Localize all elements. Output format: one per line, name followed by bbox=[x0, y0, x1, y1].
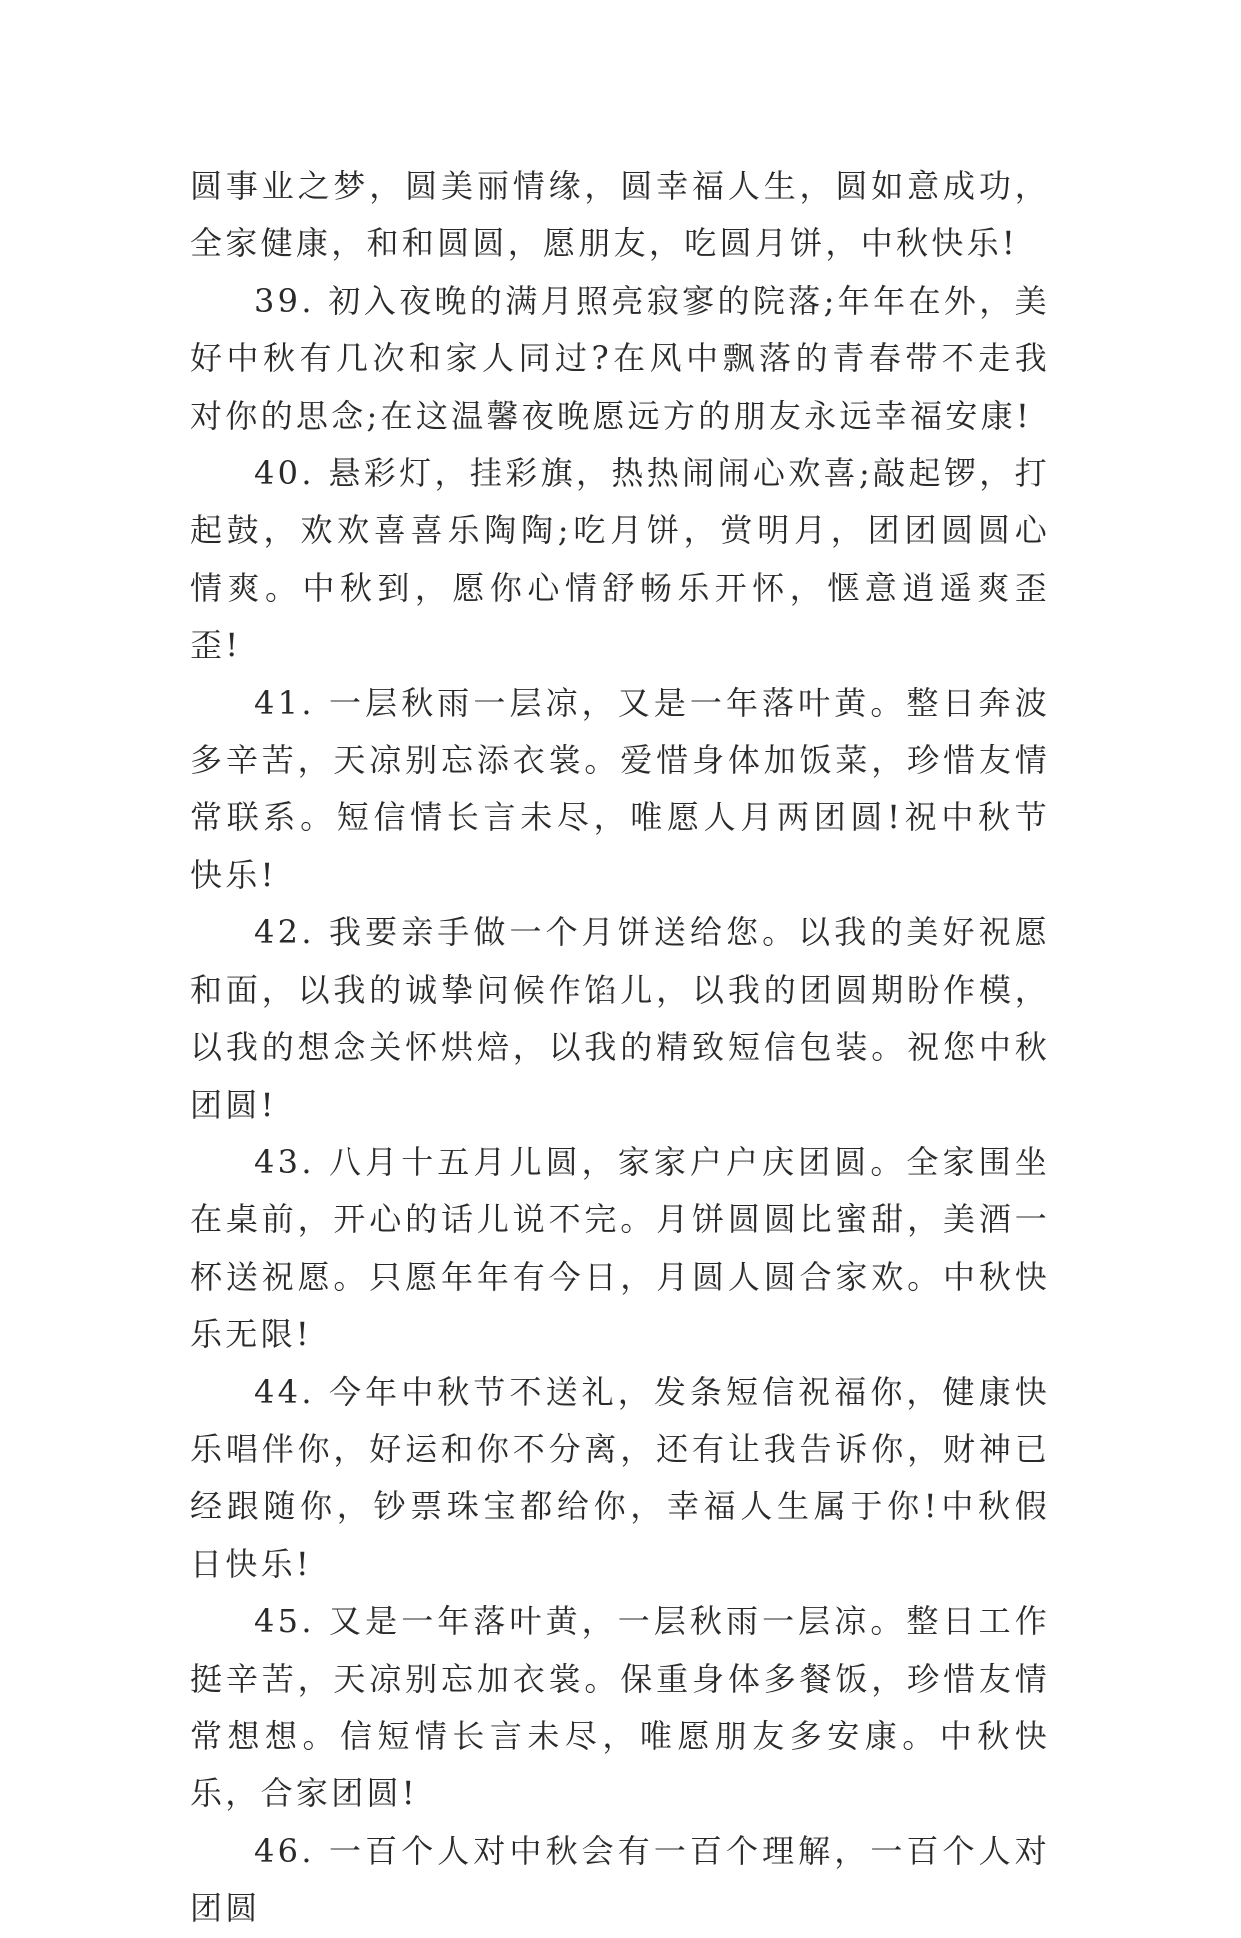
paragraph-item-39: 39. 初入夜晚的满月照亮寂寥的院落;年年在外，美好中秋有几次和家人同过?在风中飘落的青春带不走我对你的思念;在这温馨夜晚愿远方的朋友永远幸福安康! bbox=[190, 281, 1050, 435]
paragraph-item-43: 43. 八月十五月儿圆，家家户户庆团圆。全家围坐在桌前，开心的话儿说不完。月饼圆圆比蜜甜，美酒一杯送祝愿。只愿年年有今日，月圆人圆合家欢。中秋快乐无限! bbox=[190, 1142, 1050, 1354]
paragraph-item-44: 44. 今年中秋节不送礼，发条短信祝福你，健康快乐唱伴你，好运和你不分离，还有让我告诉你，财神已经跟随你，钞票珠宝都给你，幸福人生属于你!中秋假日快乐! bbox=[190, 1372, 1050, 1583]
paragraph-item-45: 45. 又是一年落叶黄，一层秋雨一层凉。整日工作挺辛苦，天凉别忘加衣裳。保重身体多餐饭，珍惜友情常想想。信短情长言未尽，唯愿朋友多安康。中秋快乐，合家团圆! bbox=[190, 1602, 1050, 1813]
paragraph-continuation: 圆事业之梦，圆美丽情缘，圆幸福人生，圆如意成功，全家健康，和和圆圆，愿朋友，吃圆月饼，中秋快乐! bbox=[190, 167, 1050, 263]
paragraph-item-40: 40. 悬彩灯，挂彩旗，热热闹闹心欢喜;敲起锣，打起鼓，欢欢喜喜乐陶陶;吃月饼，赏明月，团团圆圆心情爽。中秋到，愿你心情舒畅乐开怀，惬意逍遥爽歪歪! bbox=[190, 454, 1050, 665]
paragraph-item-41: 41. 一层秋雨一层凉，又是一年落叶黄。整日奔波多辛苦，天凉别忘添衣裳。爱惜身体加饭菜，珍惜友情常联系。短信情长言未尽，唯愿人月两团圆!祝中秋节快乐! bbox=[190, 683, 1050, 894]
paragraph-item-46: 46. 一百个人对中秋会有一百个理解，一百个人对团圆 bbox=[190, 1831, 1050, 1928]
paragraph-item-42: 42. 我要亲手做一个月饼送给您。以我的美好祝愿和面，以我的诚挚问候作馅儿，以我的团圆期盼作模，以我的想念关怀烘焙，以我的精致短信包装。祝您中秋团圆! bbox=[190, 913, 1050, 1124]
document-body bbox=[190, 158, 1050, 1938]
